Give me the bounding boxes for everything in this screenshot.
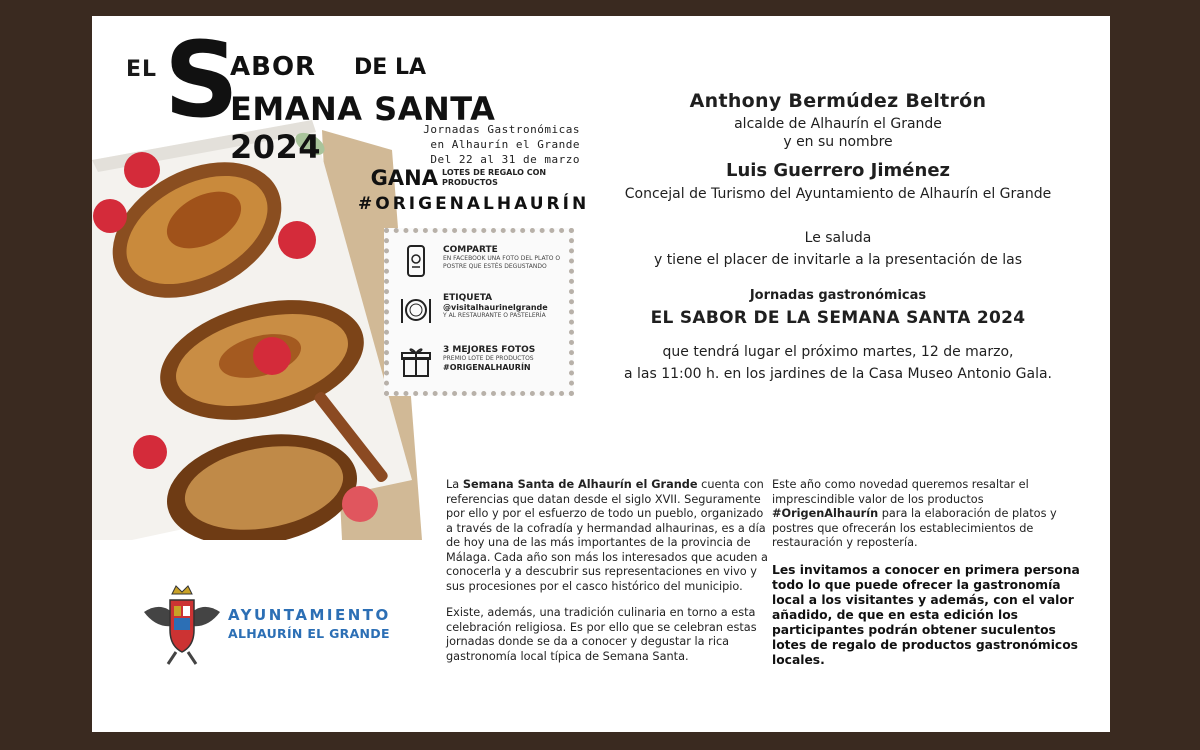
title-el: EL xyxy=(126,57,158,82)
event-date: que tendrá lugar el próximo martes, 12 de marzo, xyxy=(662,344,1014,360)
contest-step-share xyxy=(399,243,569,287)
host-1-name: Anthony Bermúdez Beltrón xyxy=(689,90,987,112)
novelty-hashtag: #OrigenAlhaurín xyxy=(772,507,879,520)
title-de-la: DE LA xyxy=(354,55,426,80)
contest-box xyxy=(384,228,574,396)
gana-detail: LOTES DE REGALO CON PRODUCTOS xyxy=(442,168,547,187)
tradition-paragraph: Existe, además, una tradición culinaria en torno a esta celebración religiosa. Es por ello que se celebran estas jornadas donde se da a conocer y degustar la rica gastronomía local típica de Semana Santa. xyxy=(446,606,757,663)
contest-handle: @visitalhaurinelgrande xyxy=(443,303,548,312)
gift-icon xyxy=(399,345,433,379)
intro-bold: Semana Santa de Alhaurín el Grande xyxy=(462,478,698,491)
novelty-rest: para la elaboración de platos y postres que ofrecerán los establecimientos de restauración y repostería. xyxy=(772,507,1057,549)
gana-word: GANA xyxy=(370,166,438,190)
closing-paragraph: Les invitamos a conocer en primera persona todo lo que puede ofrecer la gastronomía local a los visitantes y además, con el valor añadido, de que en esta edición los participantes podrán obtener suculentos lotes de regalo de productos gastronómicos locales. xyxy=(772,562,1080,667)
body-column-left xyxy=(446,478,768,676)
gana-banner xyxy=(358,166,582,190)
title-big-s: S xyxy=(164,19,239,141)
event-name: EL SABOR DE LA SEMANA SANTA 2024 xyxy=(650,308,1026,328)
subtitle-line: en Alhaurín el Grande xyxy=(430,138,580,151)
title-emana-santa: EMANA SANTA 2024 xyxy=(230,90,496,166)
novelty-lead: Este año como novedad queremos resaltar el imprescindible valor de los productos xyxy=(772,478,1029,506)
host-1-role: alcalde de Alhaurín el Grande xyxy=(734,116,942,132)
contest-detail: Y AL RESTAURANTE O PASTELERÍA xyxy=(443,312,546,319)
contest-heading: ETIQUETA xyxy=(443,293,493,303)
title-abor: ABOR xyxy=(230,52,317,82)
contest-detail: PREMIO LOTE DE PRODUCTOS xyxy=(443,355,534,362)
logo-line-2: ALHAURÍN EL GRANDE xyxy=(228,626,390,641)
contest-heading: 3 MEJORES FOTOS xyxy=(443,345,536,355)
connector-text: y en su nombre xyxy=(783,134,893,150)
phone-icon xyxy=(399,245,433,279)
coat-of-arms-icon xyxy=(142,582,222,668)
logo-line-1: AYUNTAMIENTO xyxy=(228,606,391,624)
invitation-sheet xyxy=(92,16,1110,732)
subtitle-line: Del 22 al 31 de marzo xyxy=(430,153,580,166)
plate-cutlery-icon xyxy=(399,293,433,327)
host-2-role: Concejal de Turismo del Ayuntamiento de Alhaurín el Grande xyxy=(624,186,1052,202)
subtitle-line: Jornadas Gastronómicas xyxy=(423,123,580,136)
contest-detail: EN FACEBOOK UNA FOTO DEL PLATO O POSTRE QUE ESTÉS DEGUSTANDO xyxy=(443,255,561,270)
body-column-right xyxy=(772,478,1088,680)
intro-lead: La xyxy=(446,478,463,491)
host-2-name: Luis Guerrero Jiménez xyxy=(725,160,951,181)
intro-rest: cuenta con referencias que datan desde el siglo XVII. Seguramente por ello y por el esfuerzo de todo un pueblo, organizado a través de la cofradía y hermandad alhaurinas, es a día de hoy una de las más importantes de la provincia de Málaga. Cada año son más los interesados que acuden a conocerla y a descubrir sus representaciones en vivo y sus procesiones por el casco histórico del municipio. xyxy=(446,478,768,593)
contest-step-photos xyxy=(399,343,569,387)
greeting-text: Le saluda xyxy=(804,230,872,246)
pleasure-text: y tiene el placer de invitarle a la presentación de las xyxy=(653,252,1023,268)
contest-step-tag xyxy=(399,291,569,335)
event-type: Jornadas gastronómicas xyxy=(749,288,927,303)
contest-heading: COMPARTE xyxy=(443,245,498,255)
intro-paragraph xyxy=(446,478,768,594)
poster-subtitle xyxy=(380,122,580,167)
ayuntamiento-logo xyxy=(142,582,402,672)
poster-hashtag: #ORIGENALHAURÍN xyxy=(358,194,590,214)
contest-tag: #ORIGENALHAURÍN xyxy=(443,363,531,372)
event-location: a las 11:00 h. en los jardines de la Casa Museo Antonio Gala. xyxy=(624,366,1052,382)
novelty-paragraph xyxy=(772,478,1088,551)
